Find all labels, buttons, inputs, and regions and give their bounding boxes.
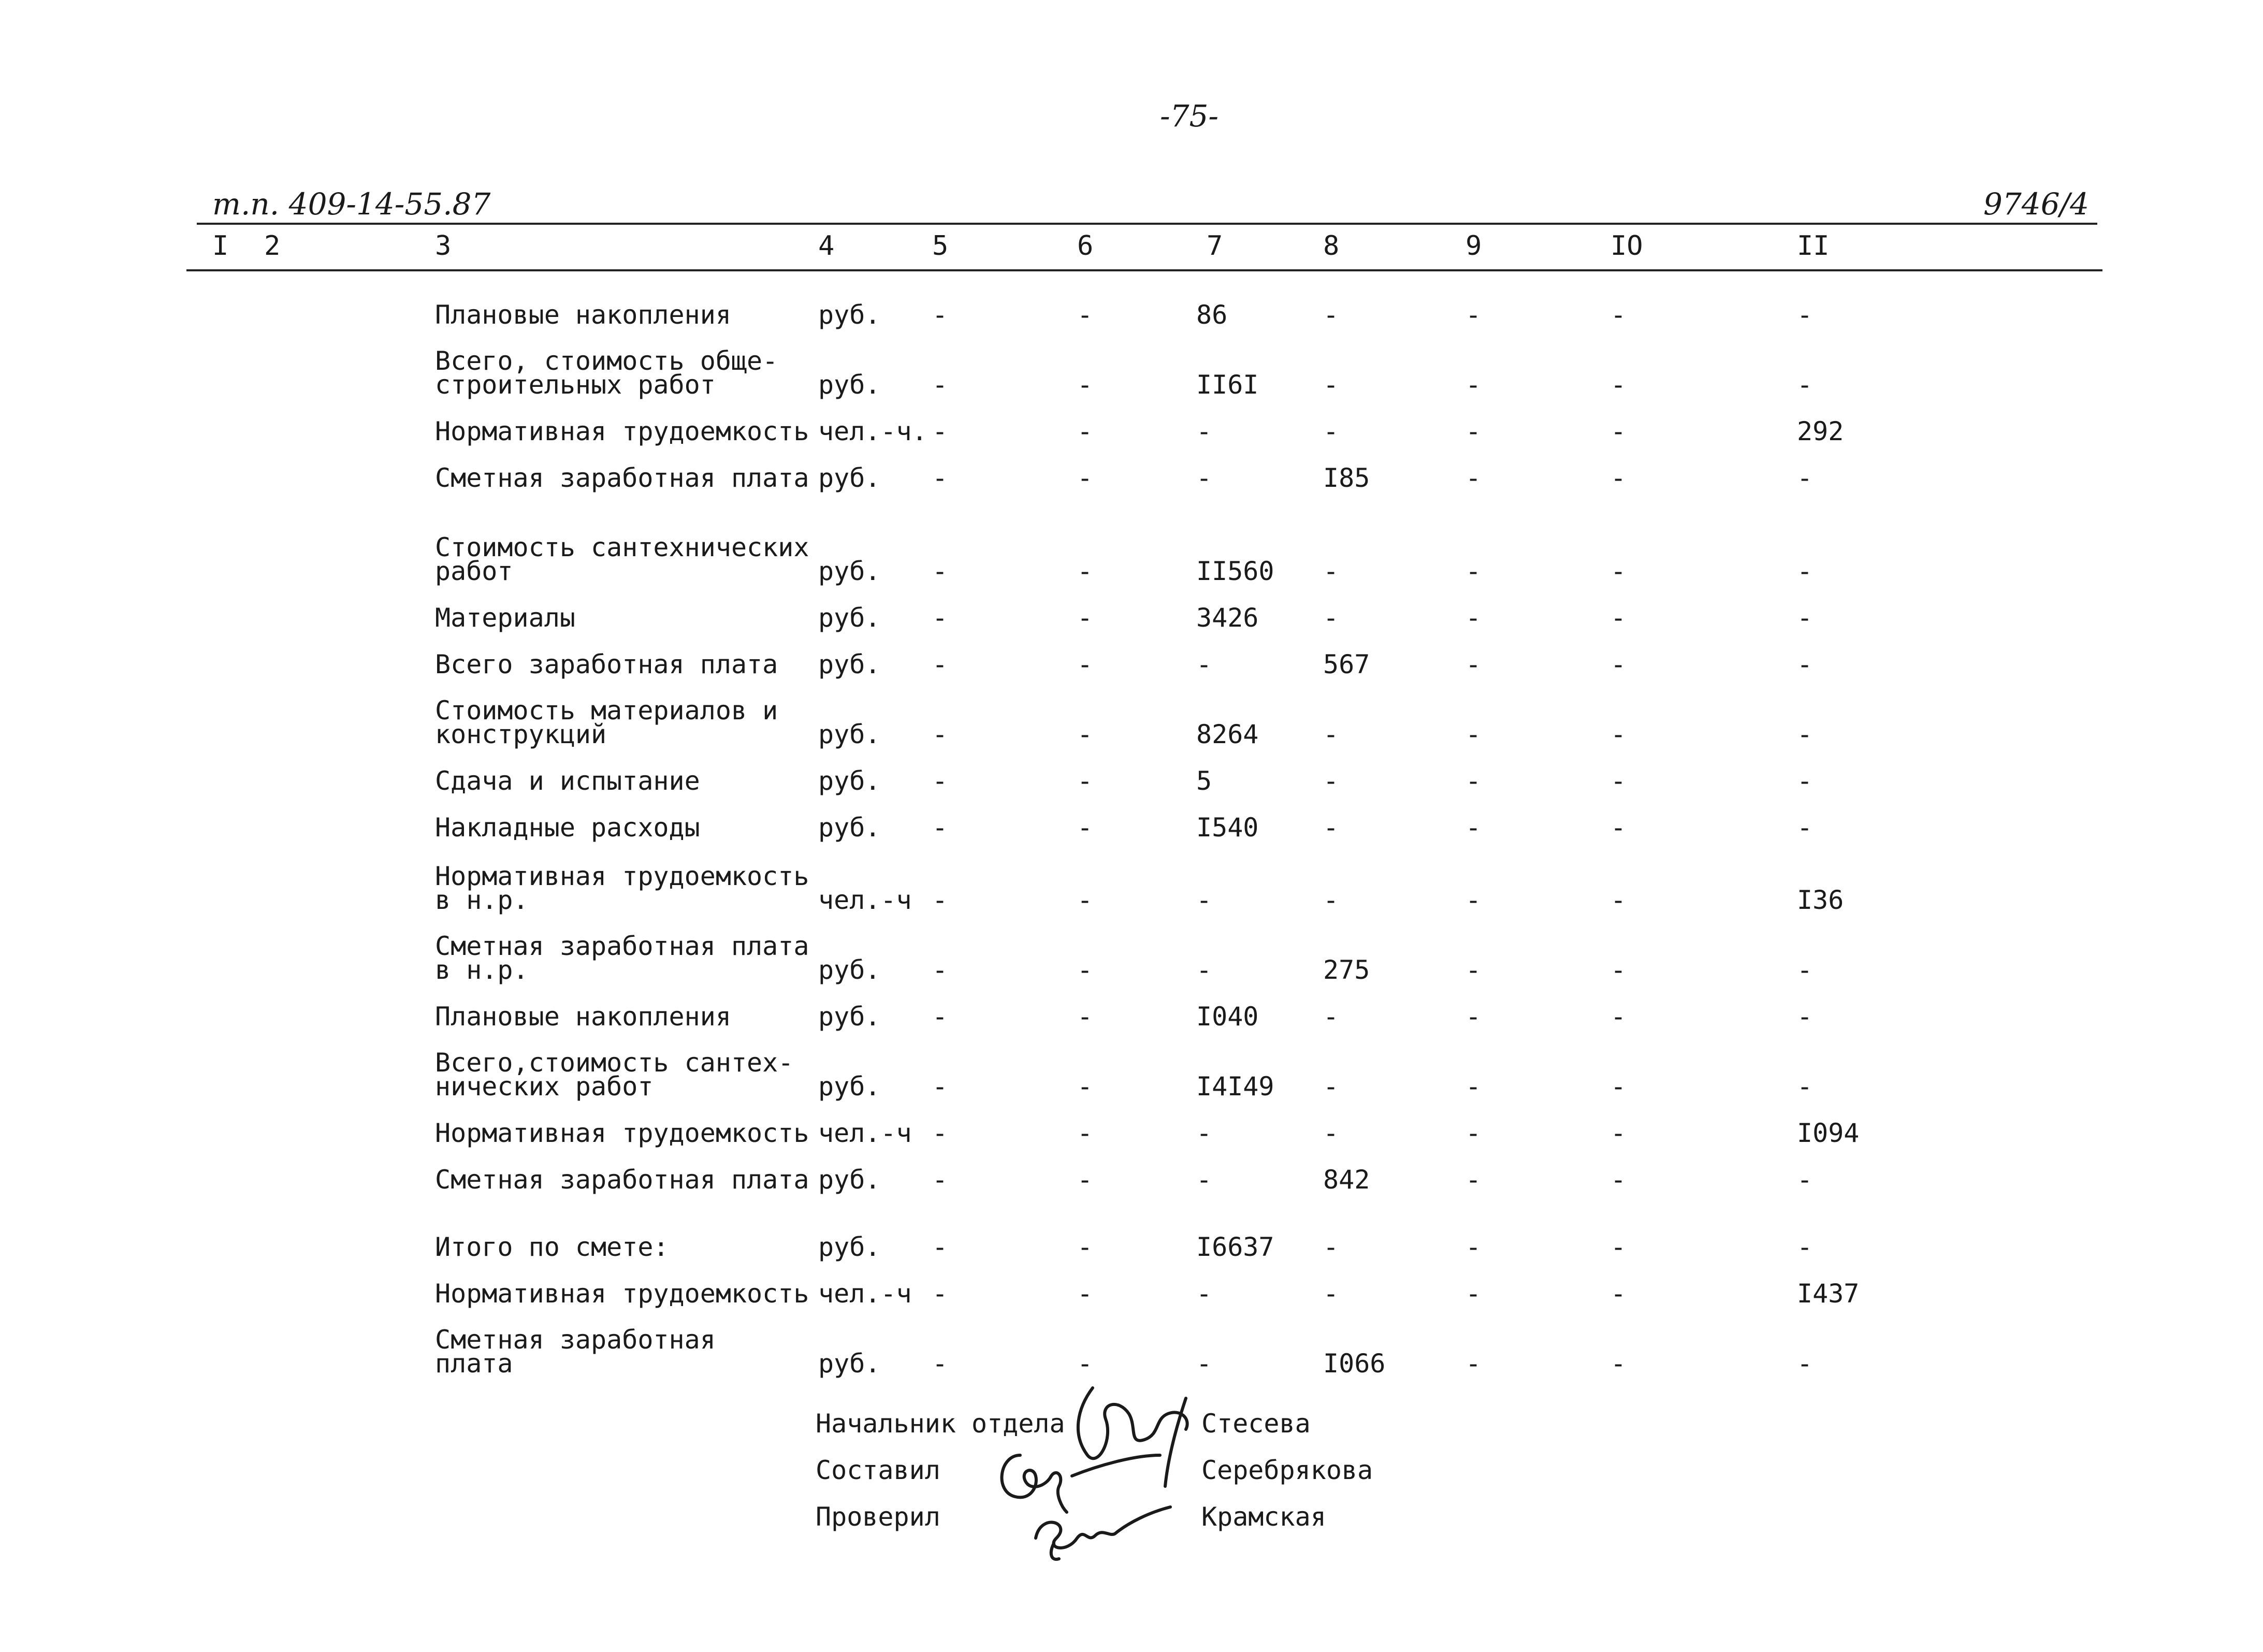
row-value-col-8: I85 (1323, 463, 1370, 493)
row-value-col-5: - (932, 1279, 948, 1309)
column-header-1: I (212, 230, 229, 262)
row-label: Всего,стоимость сантех- нических работ (435, 1048, 794, 1102)
row-value-col-10: - (1611, 766, 1627, 796)
document-code: т.п. 409-14-55.87 (212, 186, 491, 222)
row-value-col-8: - (1323, 370, 1339, 400)
row-value-col-10: - (1611, 1232, 1627, 1262)
row-label: Сметная заработная плата (435, 1165, 809, 1195)
row-value-col-6: - (1077, 1232, 1093, 1262)
row-value-col-9: - (1466, 885, 1482, 915)
row-value-col-8: - (1323, 766, 1339, 796)
header-top-rule (197, 223, 2097, 225)
row-label: Нормативная трудоемкость (435, 416, 809, 446)
row-unit: руб. (818, 556, 881, 586)
row-value-col-11: - (1797, 463, 1813, 493)
row-value-col-7: - (1196, 1118, 1212, 1148)
row-unit: чел.-ч. (818, 416, 927, 446)
row-label: Стоимость сантехнических работ (435, 532, 809, 586)
row-value-col-8: 842 (1323, 1165, 1370, 1195)
row-value-col-10: - (1611, 649, 1627, 679)
column-header-9: 9 (1466, 230, 1482, 262)
row-value-col-5: - (932, 1349, 948, 1379)
row-unit: руб. (818, 603, 881, 633)
row-label: Накладные расходы (435, 813, 700, 843)
signature-checker (1025, 1491, 1181, 1564)
row-value-col-11: - (1797, 1349, 1813, 1379)
row-value-col-8: - (1323, 300, 1339, 330)
row-value-col-8: - (1323, 416, 1339, 446)
row-value-col-11: - (1797, 556, 1813, 586)
row-value-col-5: - (932, 416, 948, 446)
row-value-col-10: - (1611, 300, 1627, 330)
row-value-col-11: - (1797, 766, 1813, 796)
row-value-col-11: - (1797, 719, 1813, 749)
row-value-col-11: - (1797, 649, 1813, 679)
row-value-col-9: - (1466, 1071, 1482, 1102)
row-value-col-10: - (1611, 1118, 1627, 1148)
row-value-col-6: - (1077, 885, 1093, 915)
row-value-col-11: I36 (1797, 885, 1844, 915)
row-value-col-9: - (1466, 370, 1482, 400)
row-value-col-7: II6I (1196, 370, 1259, 400)
row-value-col-10: - (1611, 556, 1627, 586)
row-unit: руб. (818, 719, 881, 749)
row-value-col-9: - (1466, 1349, 1482, 1379)
column-header-11: II (1797, 230, 1830, 262)
row-value-col-9: - (1466, 719, 1482, 749)
row-value-col-10: - (1611, 1002, 1627, 1032)
row-value-col-6: - (1077, 649, 1093, 679)
row-value-col-7: - (1196, 649, 1212, 679)
row-value-col-6: - (1077, 1349, 1093, 1379)
row-value-col-11: - (1797, 955, 1813, 985)
row-value-col-8: - (1323, 885, 1339, 915)
row-value-col-6: - (1077, 719, 1093, 749)
row-value-col-10: - (1611, 885, 1627, 915)
row-value-col-10: - (1611, 1349, 1627, 1379)
row-value-col-9: - (1466, 1002, 1482, 1032)
row-value-col-7: - (1196, 955, 1212, 985)
row-value-col-9: - (1466, 649, 1482, 679)
row-label: Нормативная трудоемкость в н.р. (435, 861, 809, 915)
row-value-col-5: - (932, 603, 948, 633)
row-value-col-10: - (1611, 463, 1627, 493)
row-value-col-6: - (1077, 955, 1093, 985)
row-value-col-10: - (1611, 719, 1627, 749)
row-value-col-6: - (1077, 813, 1093, 843)
column-header-6: 6 (1077, 230, 1094, 262)
row-unit: руб. (818, 649, 881, 679)
row-value-col-7: 8264 (1196, 719, 1259, 749)
row-value-col-5: - (932, 300, 948, 330)
row-value-col-7: - (1196, 885, 1212, 915)
row-value-col-10: - (1611, 416, 1627, 446)
row-value-col-7: I540 (1196, 813, 1259, 843)
row-value-col-6: - (1077, 1071, 1093, 1102)
row-value-col-11: - (1797, 603, 1813, 633)
row-label: Всего заработная плата (435, 649, 778, 679)
row-label: Нормативная трудоемкость (435, 1279, 809, 1309)
row-value-col-11: 292 (1797, 416, 1844, 446)
row-value-col-6: - (1077, 370, 1093, 400)
row-value-col-7: - (1196, 1165, 1212, 1195)
row-value-col-6: - (1077, 766, 1093, 796)
row-value-col-10: - (1611, 1279, 1627, 1309)
row-value-col-5: - (932, 885, 948, 915)
row-value-col-8: - (1323, 719, 1339, 749)
row-value-col-5: - (932, 813, 948, 843)
row-value-col-11: I437 (1797, 1279, 1860, 1309)
signature-name: Крамская (1201, 1502, 1326, 1532)
signature-role: Проверил (816, 1502, 940, 1532)
signature-name: Серебрякова (1201, 1455, 1373, 1485)
row-value-col-10: - (1611, 1165, 1627, 1195)
row-value-col-11: - (1797, 1232, 1813, 1262)
row-value-col-7: I040 (1196, 1002, 1259, 1032)
row-label: Сметная заработная плата (435, 463, 809, 493)
row-label: Плановые накопления (435, 300, 731, 330)
row-label: Сметная заработная плата (435, 1325, 716, 1379)
column-header-7: 7 (1207, 230, 1223, 262)
row-value-col-8: - (1323, 1071, 1339, 1102)
row-value-col-5: - (932, 1165, 948, 1195)
row-value-col-9: - (1466, 463, 1482, 493)
row-label: Всего, стоимость обще- строительных работ (435, 346, 778, 400)
row-value-col-7: - (1196, 1279, 1212, 1309)
row-value-col-5: - (932, 955, 948, 985)
row-value-col-9: - (1466, 1118, 1482, 1148)
row-value-col-9: - (1466, 766, 1482, 796)
column-header-8: 8 (1323, 230, 1340, 262)
row-value-col-6: - (1077, 463, 1093, 493)
row-value-col-8: - (1323, 1279, 1339, 1309)
row-value-col-8: - (1323, 1118, 1339, 1148)
row-label: Итого по смете: (435, 1232, 669, 1262)
row-value-col-6: - (1077, 1002, 1093, 1032)
row-value-col-7: I4I49 (1196, 1071, 1274, 1102)
row-unit: руб. (818, 370, 881, 400)
row-value-col-7: 5 (1196, 766, 1212, 796)
row-value-col-8: - (1323, 1002, 1339, 1032)
row-value-col-6: - (1077, 300, 1093, 330)
row-value-col-7: - (1196, 463, 1212, 493)
row-value-col-9: - (1466, 1279, 1482, 1309)
row-unit: руб. (818, 463, 881, 493)
row-value-col-5: - (932, 463, 948, 493)
row-value-col-7: II560 (1196, 556, 1274, 586)
row-value-col-5: - (932, 766, 948, 796)
row-value-col-8: - (1323, 813, 1339, 843)
row-value-col-8: - (1323, 556, 1339, 586)
row-unit: руб. (818, 766, 881, 796)
row-value-col-9: - (1466, 300, 1482, 330)
row-value-col-7: - (1196, 1349, 1212, 1379)
row-value-col-7: 3426 (1196, 603, 1259, 633)
row-value-col-6: - (1077, 416, 1093, 446)
row-unit: чел.-ч (818, 1118, 912, 1148)
document-code-right: 9746/4 (1983, 186, 2090, 222)
row-value-col-11: - (1797, 813, 1813, 843)
row-label: Плановые накопления (435, 1002, 731, 1032)
row-value-col-11: - (1797, 300, 1813, 330)
row-value-col-7: I6637 (1196, 1232, 1274, 1262)
row-label: Нормативная трудоемкость (435, 1118, 809, 1148)
column-header-5: 5 (932, 230, 949, 262)
row-unit: руб. (818, 1071, 881, 1102)
row-value-col-8: - (1323, 603, 1339, 633)
row-value-col-9: - (1466, 416, 1482, 446)
row-label: Стоимость материалов и конструкций (435, 695, 778, 749)
row-value-col-10: - (1611, 813, 1627, 843)
row-value-col-11: - (1797, 1071, 1813, 1102)
row-unit: чел.-ч (818, 885, 912, 915)
row-unit: руб. (818, 300, 881, 330)
row-value-col-5: - (932, 370, 948, 400)
signature-role: Начальник отдела (816, 1409, 1065, 1439)
page-number: -75- (1160, 98, 1218, 134)
row-value-col-9: - (1466, 1232, 1482, 1262)
row-value-col-10: - (1611, 370, 1627, 400)
row-value-col-9: - (1466, 556, 1482, 586)
row-value-col-11: - (1797, 1165, 1813, 1195)
row-value-col-10: - (1611, 603, 1627, 633)
row-value-col-9: - (1466, 603, 1482, 633)
row-value-col-8: - (1323, 1232, 1339, 1262)
row-value-col-10: - (1611, 955, 1627, 985)
row-value-col-8: I066 (1323, 1349, 1386, 1379)
row-unit: руб. (818, 1349, 881, 1379)
row-value-col-8: 275 (1323, 955, 1370, 985)
row-unit: руб. (818, 1165, 881, 1195)
row-value-col-10: - (1611, 1071, 1627, 1102)
row-value-col-5: - (932, 1071, 948, 1102)
row-value-col-5: - (932, 719, 948, 749)
header-bottom-rule (186, 269, 2102, 271)
row-value-col-8: 567 (1323, 649, 1370, 679)
row-value-col-9: - (1466, 955, 1482, 985)
row-value-col-6: - (1077, 1118, 1093, 1148)
row-value-col-5: - (932, 649, 948, 679)
row-label: Материалы (435, 603, 575, 633)
row-value-col-11: - (1797, 370, 1813, 400)
signature-role: Составил (816, 1455, 940, 1485)
row-label: Сдача и испытание (435, 766, 700, 796)
row-value-col-9: - (1466, 813, 1482, 843)
row-unit: руб. (818, 1232, 881, 1262)
row-unit: руб. (818, 813, 881, 843)
row-value-col-5: - (932, 1118, 948, 1148)
column-header-10: IO (1611, 230, 1643, 262)
row-value-col-5: - (932, 556, 948, 586)
row-unit: руб. (818, 1002, 881, 1032)
row-value-col-7: - (1196, 416, 1212, 446)
row-value-col-6: - (1077, 1279, 1093, 1309)
row-value-col-6: - (1077, 603, 1093, 633)
row-unit: чел.-ч (818, 1279, 912, 1309)
row-label: Сметная заработная плата в н.р. (435, 931, 809, 985)
row-value-col-11: - (1797, 1002, 1813, 1032)
row-value-col-5: - (932, 1232, 948, 1262)
signature-name: Стесева (1201, 1409, 1311, 1439)
row-value-col-6: - (1077, 1165, 1093, 1195)
row-value-col-9: - (1466, 1165, 1482, 1195)
row-unit: руб. (818, 955, 881, 985)
row-value-col-11: I094 (1797, 1118, 1860, 1148)
row-value-col-5: - (932, 1002, 948, 1032)
row-value-col-6: - (1077, 556, 1093, 586)
column-header-4: 4 (818, 230, 835, 262)
column-header-2: 2 (264, 230, 281, 262)
column-header-3: 3 (435, 230, 452, 262)
row-value-col-7: 86 (1196, 300, 1228, 330)
